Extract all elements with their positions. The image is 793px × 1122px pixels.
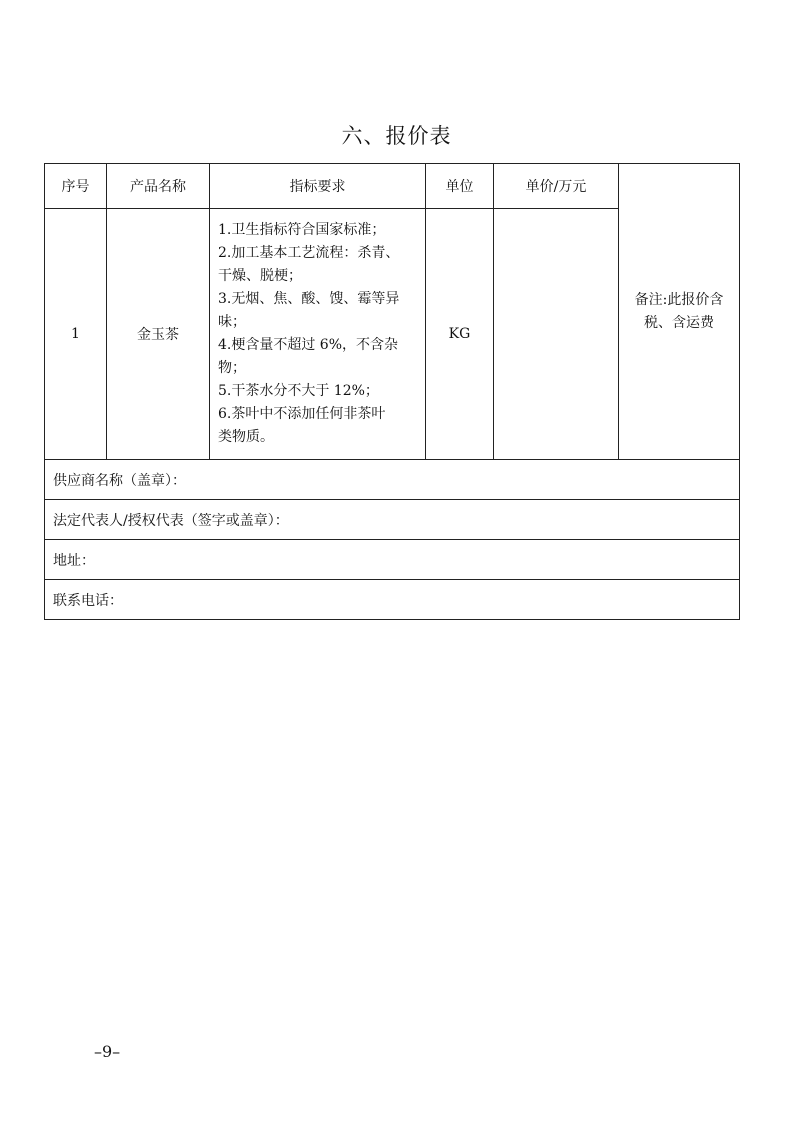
cell-product-name: 金玉茶 (107, 209, 210, 460)
representative-field[interactable]: 法定代表人/授权代表（签字或盖章）： (45, 500, 740, 540)
info-row-phone (45, 580, 740, 620)
header-unit-price: 单价/万元 (494, 164, 619, 209)
header-unit: 单位 (426, 164, 494, 209)
requirement-line: 物； (218, 360, 246, 376)
header-product-name: 产品名称 (107, 164, 210, 209)
info-row-supplier (45, 460, 740, 500)
requirement-line: 5.干茶水分不大于 12%； (218, 383, 379, 399)
page-title: 六、报价表 (341, 124, 452, 148)
cell-requirements (210, 209, 426, 460)
requirement-line: 2.加工基本工艺流程：杀青、 (218, 245, 400, 261)
requirement-line: 3.无烟、焦、酸、馊、霉等异 (218, 291, 400, 307)
header-requirements: 指标要求 (210, 164, 426, 209)
requirement-line: 味； (218, 314, 246, 330)
requirement-line: 类物质。 (218, 429, 274, 445)
remark-cell (619, 164, 740, 460)
supplier-name-field[interactable]: 供应商名称（盖章）： (45, 460, 740, 500)
requirement-line: 1.卫生指标符合国家标准； (218, 222, 386, 238)
quote-table (44, 163, 740, 620)
cell-unit: KG (426, 209, 494, 460)
remark-line: 税、含运费 (644, 314, 714, 331)
info-row-representative (45, 500, 740, 540)
requirement-line: 6.茶叶中不添加任何非茶叶 (218, 406, 386, 422)
requirement-line: 干燥、脱梗； (218, 268, 302, 284)
requirement-line: 4.梗含量不超过 6%，不含杂 (218, 337, 399, 353)
info-row-address (45, 540, 740, 580)
phone-field[interactable]: 联系电话： (45, 580, 740, 620)
header-index: 序号 (45, 164, 107, 209)
address-field[interactable]: 地址： (45, 540, 740, 580)
cell-index: 1 (45, 209, 107, 460)
remark-line: 备注:此报价含 (634, 291, 724, 308)
table-header-row (45, 164, 740, 209)
page-number: –9– (94, 1042, 121, 1061)
cell-unit-price[interactable] (494, 209, 619, 460)
